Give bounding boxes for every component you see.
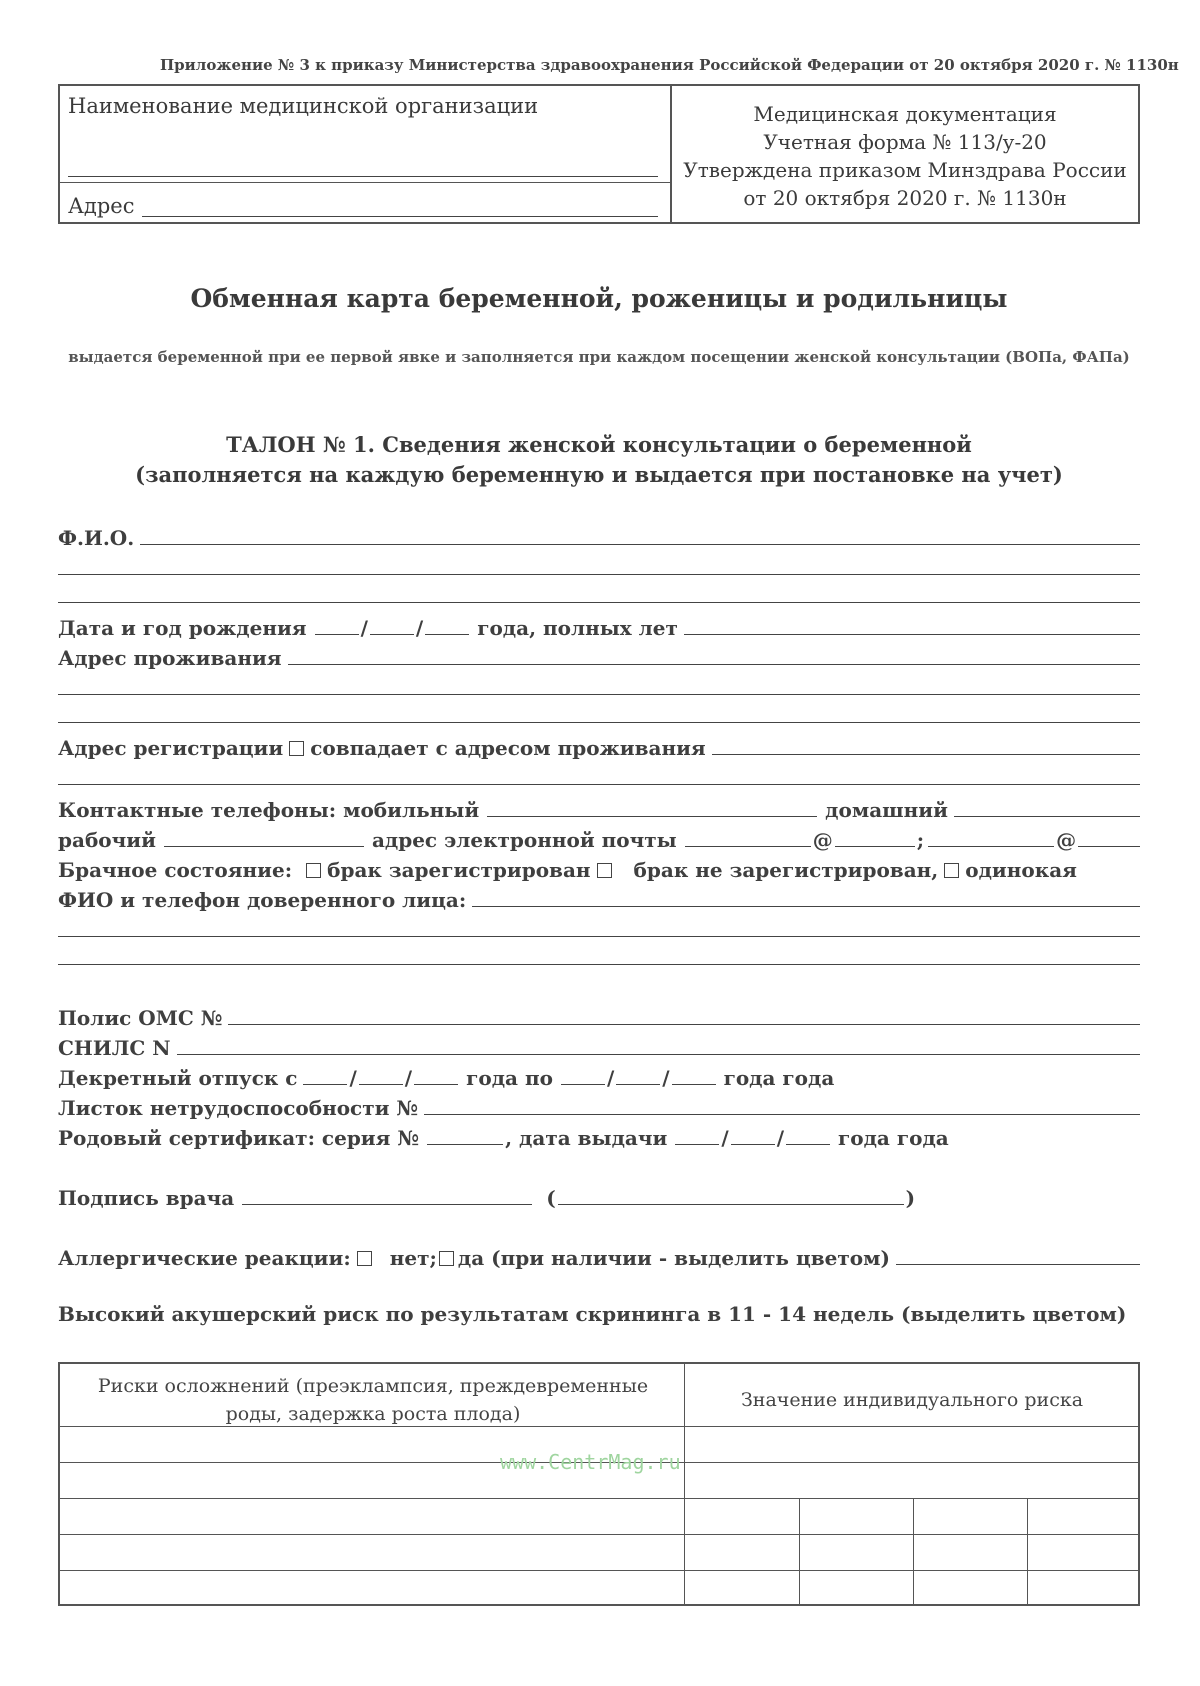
- fio-line-3[interactable]: [58, 602, 1140, 603]
- work-email-row: [58, 822, 1140, 852]
- single-checkbox[interactable]: [944, 863, 959, 878]
- email-1-user-field[interactable]: [685, 845, 811, 847]
- at-sign: @: [812, 828, 833, 852]
- leave-start-month-field[interactable]: [359, 1083, 403, 1085]
- residence-line-2[interactable]: [58, 694, 1140, 695]
- risk-header-line-1: Риски осложнений (преэклампсия, преждевременные: [97, 1375, 649, 1397]
- doc-info-line: Медицинская документация: [753, 102, 1057, 126]
- watermark: www.CentrMag.ru: [500, 1450, 681, 1474]
- home-phone-label: домашний: [825, 798, 948, 822]
- talon-title: ТАЛОН № 1. Сведения женской консультации о беременной: [226, 432, 972, 457]
- organization-label: Наименование медицинской организации: [68, 94, 539, 118]
- registration-same-label: совпадает с адресом проживания: [310, 736, 706, 760]
- email-label: адрес электронной почты: [371, 828, 677, 852]
- issue-date-label: , дата выдачи: [505, 1126, 668, 1150]
- birth-certificate-row: Родовый сертификат: серия № , дата выдачи / / года года: [58, 1126, 949, 1150]
- trusted-person-line-2[interactable]: [58, 936, 1140, 937]
- table-row: [60, 1570, 1138, 1571]
- table-row: [60, 1534, 1138, 1535]
- residence-row: [58, 640, 1140, 670]
- married-unregistered-label: брак не зарегистрирован,: [633, 858, 939, 882]
- trusted-person-label: ФИО и телефон доверенного лица:: [58, 888, 467, 912]
- residence-field[interactable]: [288, 663, 1140, 665]
- leave-end-day-field[interactable]: [561, 1083, 605, 1085]
- page-subtitle: выдается беременной при ее первой явке и заполняется при каждом посещении женской консультации (ВОПа, ФАПа): [68, 348, 1130, 366]
- mobile-phone-field[interactable]: [487, 815, 817, 817]
- leave-end-month-field[interactable]: [616, 1083, 660, 1085]
- allergy-yes-label: да (при наличии - выделить цветом): [457, 1246, 890, 1270]
- talon-subtitle: (заполняется на каждую беременную и выдается при постановке на учет): [135, 462, 1063, 487]
- trusted-person-row: [58, 882, 1140, 912]
- fio-label: Ф.И.О.: [58, 526, 135, 550]
- organization-block: [60, 86, 672, 222]
- doc-info-line: Учетная форма № 113/у-20: [763, 130, 1047, 154]
- leave-start-day-field[interactable]: [303, 1083, 347, 1085]
- leave-end-year-field[interactable]: [672, 1083, 716, 1085]
- doc-info-line: Утверждена приказом Минздрава России: [683, 158, 1127, 182]
- sick-leave-field[interactable]: [424, 1113, 1140, 1115]
- oms-label: Полис ОМС №: [58, 1006, 223, 1030]
- issue-day-field[interactable]: [675, 1143, 719, 1145]
- birth-certificate-label: Родовый сертификат: серия №: [58, 1126, 420, 1150]
- full-years-field[interactable]: [684, 633, 1140, 635]
- residence-line-3[interactable]: [58, 722, 1140, 723]
- risk-header-line-2: роды, задержка роста плода): [225, 1403, 521, 1425]
- registration-row: [58, 730, 1140, 760]
- issue-month-field[interactable]: [731, 1143, 775, 1145]
- organization-name-line[interactable]: [68, 176, 658, 177]
- talon-heading: [58, 430, 1140, 490]
- table-cell-divider: [913, 1498, 914, 1604]
- doctor-name-field[interactable]: [558, 1203, 904, 1205]
- address-label: Адрес: [68, 194, 135, 218]
- organization-address-line[interactable]: [142, 216, 658, 217]
- fio-field[interactable]: [140, 543, 1140, 545]
- marital-row: [58, 852, 1140, 882]
- table-cell-divider: [799, 1498, 800, 1604]
- home-phone-field[interactable]: [954, 815, 1140, 817]
- allergy-no-checkbox[interactable]: [357, 1251, 372, 1266]
- maternity-leave-label: Декретный отпуск с: [58, 1066, 298, 1090]
- maternity-leave-row: Декретный отпуск с / / года по / / года года: [58, 1066, 835, 1090]
- year-to-label: года по: [466, 1066, 553, 1090]
- allergy-yes-checkbox[interactable]: [439, 1251, 454, 1266]
- registration-same-checkbox[interactable]: [289, 741, 304, 756]
- risk-column-header: [60, 1372, 686, 1428]
- at-sign: @: [1056, 828, 1077, 852]
- appendix-reference: Приложение № 3 к приказу Министерства здравоохранения Российской Федерации от 20 октября 2020 г. № 1130н: [160, 56, 1179, 74]
- oms-field[interactable]: [228, 1023, 1140, 1025]
- birth-date-row: Дата и год рождения / / года, полных лет: [58, 610, 1140, 640]
- document-info-block: [672, 86, 1138, 236]
- high-risk-row: [58, 1296, 1140, 1326]
- email-2-user-field[interactable]: [928, 845, 1054, 847]
- trusted-person-line-3[interactable]: [58, 964, 1140, 965]
- allergy-row: [58, 1240, 1140, 1270]
- birth-year-field[interactable]: [425, 633, 469, 635]
- doctor-signature-label: Подпись врача: [58, 1186, 235, 1210]
- snils-field[interactable]: [177, 1053, 1140, 1055]
- married-registered-label: брак зарегистрирован: [327, 858, 591, 882]
- trusted-person-field[interactable]: [472, 905, 1140, 907]
- table-row: [60, 1426, 1138, 1427]
- birth-year-suffix: года, полных лет: [477, 616, 678, 640]
- allergy-no-label: нет;: [389, 1246, 437, 1270]
- oms-row: [58, 1000, 1140, 1030]
- fio-row: [58, 520, 1140, 550]
- leave-start-year-field[interactable]: [414, 1083, 458, 1085]
- work-phone-field[interactable]: [164, 845, 364, 847]
- sick-leave-row: [58, 1090, 1140, 1120]
- individual-risk-column-header: Значение индивидуального риска: [740, 1389, 1084, 1411]
- registration-line-2[interactable]: [58, 784, 1140, 785]
- close-paren: ): [905, 1186, 916, 1210]
- fio-line-2[interactable]: [58, 574, 1140, 575]
- birth-date-label: Дата и год рождения: [58, 616, 307, 640]
- snils-label: СНИЛС N: [58, 1036, 171, 1060]
- organization-divider: [60, 182, 670, 183]
- page-title: Обменная карта беременной, роженицы и родильницы: [190, 284, 1008, 313]
- work-phone-label: рабочий: [58, 828, 156, 852]
- snils-row: [58, 1030, 1140, 1060]
- email-1-domain-field[interactable]: [835, 845, 915, 847]
- birth-certificate-number-field[interactable]: [427, 1143, 503, 1145]
- phones-row: [58, 792, 1140, 822]
- single-label: одинокая: [965, 858, 1077, 882]
- doctor-signature-field[interactable]: [242, 1203, 532, 1205]
- table-divider: [684, 1364, 685, 1604]
- open-paren: (: [546, 1186, 556, 1210]
- semicolon: ;: [916, 828, 925, 852]
- issue-year-field[interactable]: [786, 1143, 830, 1145]
- married-registered-checkbox[interactable]: [306, 863, 321, 878]
- residence-label: Адрес проживания: [58, 646, 282, 670]
- birth-day-field[interactable]: [315, 633, 359, 635]
- table-row: [60, 1498, 1138, 1499]
- phones-label: Контактные телефоны: мобильный: [58, 798, 480, 822]
- issue-year-year-label: года года: [838, 1126, 949, 1150]
- married-unregistered-checkbox[interactable]: [597, 863, 612, 878]
- header-box: [58, 84, 1140, 224]
- table-cell-divider: [1027, 1498, 1028, 1604]
- email-2-domain-field[interactable]: [1078, 845, 1140, 847]
- sick-leave-label: Листок нетрудоспособности №: [58, 1096, 419, 1120]
- registration-label: Адрес регистрации: [58, 736, 284, 760]
- allergy-details-field[interactable]: [896, 1263, 1140, 1265]
- birth-month-field[interactable]: [370, 633, 414, 635]
- marital-label: Брачное состояние:: [58, 858, 293, 882]
- doctor-signature-row: [58, 1180, 1140, 1210]
- doc-info-line: от 20 октября 2020 г. № 1130н: [743, 186, 1067, 210]
- year-year-label: года года: [723, 1066, 835, 1090]
- risk-table: [58, 1362, 1140, 1606]
- registration-field[interactable]: [712, 753, 1140, 755]
- allergy-label: Аллергические реакции:: [58, 1246, 351, 1270]
- high-risk-label: Высокий акушерский риск по результатам скрининга в 11 - 14 недель (выделить цветом): [58, 1302, 1127, 1326]
